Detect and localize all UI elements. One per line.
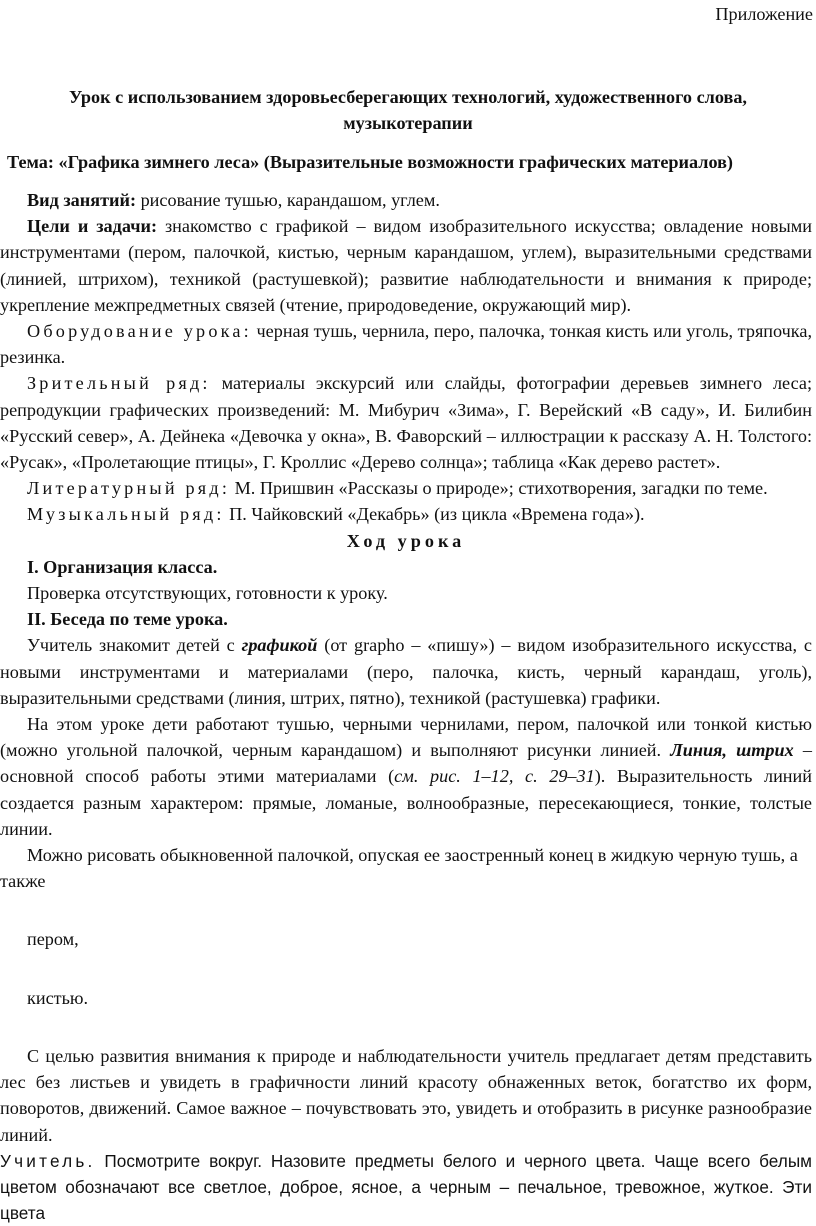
music-label: Музыкальный ряд:	[27, 504, 225, 525]
equipment-label: Оборудование урока:	[27, 321, 252, 342]
visual-paragraph	[0, 370, 812, 475]
section1-heading-text: I. Организация класса.	[27, 556, 218, 577]
paragraph-lines-c: ). Выразительность линий создается разным характером: прямые, ломаные, волнообразные, пересекающиеся, тонкие, толстые линии.	[0, 766, 812, 839]
literature-label: Литературный ряд:	[27, 478, 231, 499]
section1-text: Проверка отсутствующих, готовности к уроку.	[27, 583, 388, 604]
term-graphics: графикой	[241, 635, 318, 656]
kind-paragraph	[0, 187, 812, 213]
figure-reference: см. рис. 1–12, с. 29–31	[394, 766, 595, 787]
paragraph-lines-a: На этом уроке дети работают тушью, черными чернилами, пером, палочкой или тонкой кистью (можно угольной палочкой, черным карандашом) и выполняют рисунки линией.	[0, 714, 812, 761]
teacher-paragraph	[0, 1148, 812, 1226]
paragraph-graphics-a: Учитель знакомит детей с	[27, 635, 242, 656]
lesson-heading: Ход урока	[346, 530, 466, 551]
paragraph-lines-b: – основной способ работы этими материалами (	[0, 740, 812, 787]
lesson-topic: Тема: «Графика зимнего леса» (Выразительные возможности графических материалов)	[7, 152, 733, 172]
annex-label: Приложение	[715, 4, 813, 24]
section2-heading	[0, 606, 812, 632]
term-line-stroke: Линия, штрих	[670, 740, 794, 761]
kind-text: рисование тушью, карандашом, углем.	[136, 190, 440, 210]
equipment-text: черная тушь, чернила, перо, палочка, тонкая кисть или уголь, тряпочка, резинка.	[0, 321, 812, 368]
teacher-label: Учитель.	[0, 1150, 96, 1171]
paragraph-graphics-b: (от grapho – «пишу») – видом изобразительного искусства, с новыми инструментами и материалами (перо, палочка, кисть, черный карандаш, уголь), выразительными средствами (линия, штрих, пятно), техникой (растушевка) графики.	[0, 635, 812, 708]
paragraph-forest: С целью развития внимания к природе и наблюдательности учитель предлагает детям представить лес без листьев и увидеть в графичности линий красоту обнаженных веток, богатство их форм, поворотов, движений. Самое важное – почувствовать это, увидеть и отобразить в рисунке разнообразие линий.	[0, 1045, 812, 1145]
goals-label: Цели и задачи:	[27, 216, 158, 237]
spacer	[0, 894, 812, 926]
equipment-paragraph	[0, 318, 812, 370]
teacher-text: Посмотрите вокруг. Назовите предметы белого и черного цвета. Чаще всего белым цветом обозначают все светлое, доброе, ясное, а черным – печальное, тревожное, жуткое. Эти цвета	[0, 1150, 812, 1224]
section2-heading-text: II. Беседа по теме урока.	[27, 609, 228, 630]
goals-text: знакомство с графикой – видом изобразительного искусства; овладение новыми инструментами (пером, палочкой, кистью, черным карандашом, углем), выразительными средствами (линией, штрихом), техникой (растушевкой); развитие наблюдательности и внимания к природе; укрепление межпредметных связей (чтение, природоведение, окружающий мир).	[0, 216, 812, 315]
literature-text: М. Пришвин «Рассказы о природе»; стихотворения, загадки по теме.	[230, 478, 768, 499]
kind-label: Вид занятий:	[27, 190, 137, 210]
tool-item-brush: кистью.	[27, 987, 89, 1008]
lesson-title-line2: музыкотерапии	[343, 113, 473, 133]
section1-heading	[0, 554, 812, 580]
visual-label: Зрительный ряд:	[27, 373, 211, 394]
paragraph-lines	[0, 711, 812, 842]
goals-paragraph	[0, 213, 812, 318]
document-body	[0, 187, 812, 1226]
music-text: П. Чайковский «Декабрь» (из цикла «Времена года»).	[224, 504, 645, 525]
tool-item-pen: пером,	[27, 929, 79, 950]
spacer	[0, 1011, 812, 1043]
literature-paragraph	[0, 475, 812, 501]
lesson-title-line1: Урок с использованием здоровьесберегающих технологий, художественного слова,	[69, 87, 747, 107]
music-paragraph	[0, 501, 812, 527]
paragraph-graphics	[0, 632, 812, 711]
spacer	[0, 953, 812, 985]
paragraph-stick: Можно рисовать обыкновенной палочкой, опуская ее заостренный конец в жидкую черную тушь, а также	[0, 845, 798, 892]
visual-text: материалы экскурсий или слайды, фотографии деревьев зимнего леса; репродукции графических произведений: М. Мибурич «Зима», Г. Верейский «В саду», И. Билибин «Русский север», А. Дейнека «Девочка у окна», В. Фаворский – иллюстрации к рассказу А. Н. Толстого: «Русак», «Пролетающие птицы», Г. Кроллис «Дерево солнца»; таблица «Как дерево растет».	[0, 373, 812, 473]
